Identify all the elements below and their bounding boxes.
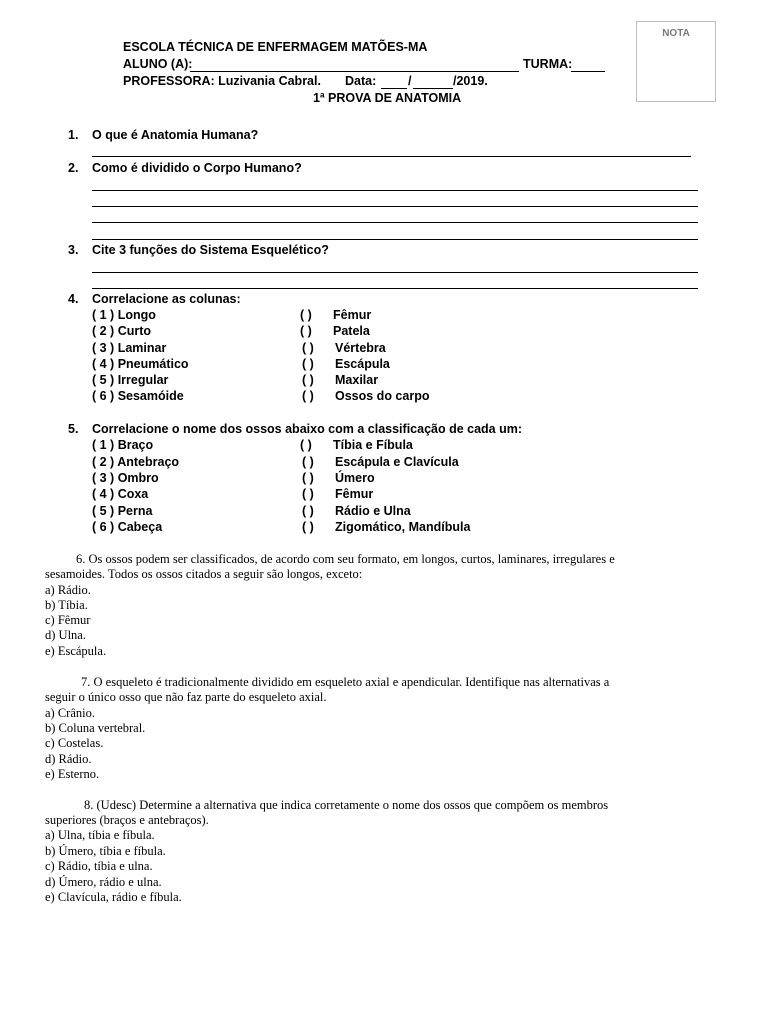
teacher-name: PROFESSORA: Luzivania Cabral. — [123, 74, 321, 88]
option-item: e) Escápula. — [45, 644, 107, 658]
answer-line — [92, 288, 698, 289]
match-right-item: Úmero — [335, 471, 375, 485]
option-item: a) Ulna, tíbia e fíbula. — [45, 828, 155, 842]
match-blank: ( ) — [302, 520, 314, 534]
question-3-number: 3. — [68, 243, 79, 257]
match-right-item: Tíbia e Fíbula — [333, 438, 413, 452]
question-6-text-line1: 6. Os ossos podem ser classificados, de acordo com seu formato, em longos, curtos, laminares, irregulares e — [76, 552, 615, 566]
match-blank: ( ) — [302, 504, 314, 518]
match-left-item: ( 3 ) Ombro — [92, 471, 159, 485]
match-blank: ( ) — [302, 357, 314, 371]
match-right-item: Vértebra — [335, 341, 386, 355]
match-blank: ( ) — [302, 389, 314, 403]
match-blank: ( ) — [302, 373, 314, 387]
match-left-item: ( 2 ) Curto — [92, 324, 152, 338]
date-day-field — [381, 88, 407, 89]
option-item: e) Clavícula, rádio e fíbula. — [45, 890, 182, 904]
date-year: /2019. — [453, 74, 488, 88]
match-left-item: ( 2 ) Antebraço — [92, 455, 180, 469]
match-right-item: Fêmur — [335, 487, 374, 501]
answer-line — [92, 222, 698, 223]
match-left-item: ( 4 ) Pneumático — [92, 357, 189, 371]
match-left-item: ( 6 ) Cabeça — [92, 520, 163, 534]
question-1-text: O que é Anatomia Humana? — [92, 128, 259, 142]
match-right-item: Escápula — [335, 357, 390, 371]
match-left-item: ( 6 ) Sesamóide — [92, 389, 184, 403]
question-4-number: 4. — [68, 292, 79, 306]
question-3-text: Cite 3 funções do Sistema Esquelético? — [92, 243, 329, 257]
class-label: TURMA: — [523, 57, 573, 71]
option-item: c) Fêmur — [45, 613, 91, 627]
match-right-item: Maxilar — [335, 373, 379, 387]
question-1-number: 1. — [68, 128, 79, 142]
option-item: e) Esterno. — [45, 767, 100, 781]
match-left-item: ( 3 ) Laminar — [92, 341, 167, 355]
match-right-item: Zigomático, Mandíbula — [335, 520, 471, 534]
date-label: Data: — [345, 74, 377, 88]
answer-line — [92, 190, 698, 191]
question-5-number: 5. — [68, 422, 79, 436]
student-name-field — [190, 71, 519, 72]
question-8-text-line1: 8. (Udesc) Determine a alternativa que indica corretamente o nome dos ossos que compõem os membros — [84, 798, 609, 812]
match-blank: ( ) — [300, 324, 312, 338]
option-item: a) Rádio. — [45, 583, 91, 597]
match-left-item: ( 1 ) Braço — [92, 438, 154, 452]
question-4-text: Correlacione as colunas: — [92, 292, 241, 306]
answer-line — [92, 239, 698, 240]
option-item: b) Coluna vertebral. — [45, 721, 146, 735]
match-right-item: Ossos do carpo — [335, 389, 430, 403]
match-right-item: Rádio e Ulna — [335, 504, 411, 518]
answer-line — [92, 206, 698, 207]
match-blank: ( ) — [300, 308, 312, 322]
option-item: d) Úmero, rádio e ulna. — [45, 875, 162, 889]
match-left-item: ( 5 ) Perna — [92, 504, 153, 518]
grade-box — [636, 21, 716, 102]
question-7-text-line2: seguir o único osso que não faz parte do esqueleto axial. — [45, 690, 327, 704]
match-right-item: Patela — [333, 324, 370, 338]
question-5-text: Correlacione o nome dos ossos abaixo com a classificação de cada um: — [92, 422, 523, 436]
match-blank: ( ) — [302, 341, 314, 355]
match-blank: ( ) — [302, 471, 314, 485]
question-6-text-line2: sesamoides. Todos os ossos citados a seguir são longos, exceto: — [45, 567, 363, 581]
match-blank: ( ) — [302, 455, 314, 469]
option-item: d) Rádio. — [45, 752, 92, 766]
class-field — [571, 71, 605, 72]
question-2-number: 2. — [68, 161, 79, 175]
option-item: b) Úmero, tíbia e fíbula. — [45, 844, 166, 858]
match-right-item: Escápula e Clavícula — [335, 455, 459, 469]
match-left-item: ( 4 ) Coxa — [92, 487, 149, 501]
match-right-item: Fêmur — [333, 308, 372, 322]
question-2-text: Como é dividido o Corpo Humano? — [92, 161, 302, 175]
match-left-item: ( 1 ) Longo — [92, 308, 156, 322]
school-name: ESCOLA TÉCNICA DE ENFERMAGEM MATÕES-MA — [123, 40, 428, 54]
answer-line — [92, 272, 698, 273]
option-item: b) Tíbia. — [45, 598, 88, 612]
option-item: c) Costelas. — [45, 736, 104, 750]
exam-title: 1ª PROVA DE ANATOMIA — [313, 91, 462, 105]
match-left-item: ( 5 ) Irregular — [92, 373, 169, 387]
question-8-text-line2: superiores (braços e antebraços). — [45, 813, 209, 827]
student-name-label: ALUNO (A): — [123, 57, 193, 71]
option-item: d) Ulna. — [45, 628, 86, 642]
grade-box-label: NOTA — [662, 28, 690, 39]
date-month-field — [413, 88, 453, 89]
question-7-text-line1: 7. O esqueleto é tradicionalmente dividido em esqueleto axial e apendicular. Identifique nas alternativas a — [81, 675, 610, 689]
answer-line — [92, 156, 691, 157]
date-separator: / — [408, 74, 412, 88]
option-item: c) Rádio, tíbia e ulna. — [45, 859, 153, 873]
match-blank: ( ) — [302, 487, 314, 501]
option-item: a) Crânio. — [45, 706, 95, 720]
match-blank: ( ) — [300, 438, 312, 452]
